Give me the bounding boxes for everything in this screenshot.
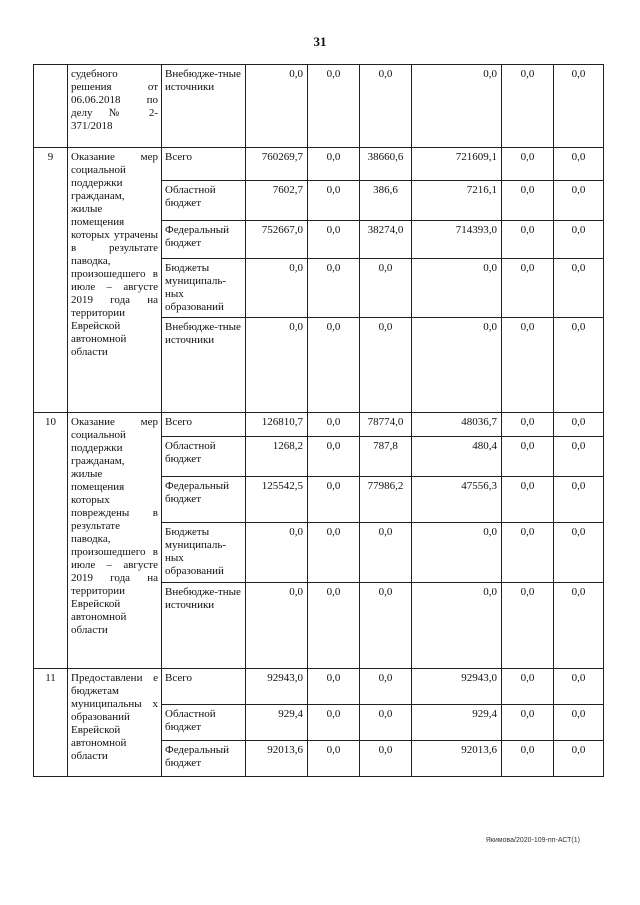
amount-cell: 0,0 xyxy=(246,259,308,318)
amount-cell: 0,0 xyxy=(502,523,554,583)
amount-cell: 0,0 xyxy=(246,65,308,148)
funding-source: Бюджеты муниципаль-ных образований xyxy=(162,523,246,583)
funding-source: Федеральный бюджет xyxy=(162,477,246,523)
amount-cell: 0,0 xyxy=(554,669,604,705)
amount-cell: 0,0 xyxy=(554,523,604,583)
amount-cell: 78774,0 xyxy=(360,413,412,437)
amount-cell: 0,0 xyxy=(412,318,502,413)
amount-cell: 0,0 xyxy=(308,181,360,221)
amount-cell: 1268,2 xyxy=(246,437,308,477)
amount-cell: 0,0 xyxy=(412,259,502,318)
amount-cell: 787,8 xyxy=(360,437,412,477)
amount-cell: 92943,0 xyxy=(246,669,308,705)
amount-cell: 77986,2 xyxy=(360,477,412,523)
table-row xyxy=(34,65,604,148)
amount-cell: 92943,0 xyxy=(412,669,502,705)
amount-cell: 0,0 xyxy=(554,705,604,741)
amount-cell: 38660,6 xyxy=(360,148,412,181)
amount-cell: 38274,0 xyxy=(360,221,412,259)
amount-cell: 0,0 xyxy=(554,181,604,221)
row-number: 10 xyxy=(34,413,68,669)
funding-source: Всего xyxy=(162,669,246,705)
funding-source: Внебюдже-тные источники xyxy=(162,65,246,148)
amount-cell: 0,0 xyxy=(308,318,360,413)
funding-source: Федеральный бюджет xyxy=(162,221,246,259)
amount-cell: 0,0 xyxy=(246,523,308,583)
amount-cell: 125542,5 xyxy=(246,477,308,523)
amount-cell: 0,0 xyxy=(360,318,412,413)
amount-cell: 752667,0 xyxy=(246,221,308,259)
amount-cell: 386,6 xyxy=(360,181,412,221)
amount-cell: 0,0 xyxy=(502,705,554,741)
funding-source: Областной бюджет xyxy=(162,705,246,741)
document-code: Якимова/2020-109-пп-АСТ(1) xyxy=(485,837,580,844)
amount-cell: 0,0 xyxy=(308,148,360,181)
amount-cell: 0,0 xyxy=(502,669,554,705)
amount-cell: 0,0 xyxy=(360,523,412,583)
row-number: 9 xyxy=(34,148,68,413)
amount-cell: 47556,3 xyxy=(412,477,502,523)
amount-cell: 0,0 xyxy=(554,413,604,437)
amount-cell: 0,0 xyxy=(308,259,360,318)
amount-cell: 0,0 xyxy=(554,148,604,181)
amount-cell: 480,4 xyxy=(412,437,502,477)
funding-source: Всего xyxy=(162,413,246,437)
funding-source: Всего xyxy=(162,148,246,181)
funding-source: Внебюдже-тные источники xyxy=(162,583,246,669)
table-row xyxy=(34,413,604,437)
measure-description: Оказание мер социальной поддержки гражданам, жилые помещения которых утрачены в результате паводка, произошедшего в июле – августе 2019 года на территории Еврейской автономной области xyxy=(68,148,162,413)
amount-cell: 126810,7 xyxy=(246,413,308,437)
amount-cell: 0,0 xyxy=(308,583,360,669)
funding-source: Бюджеты муниципаль-ных образований xyxy=(162,259,246,318)
amount-cell: 0,0 xyxy=(360,669,412,705)
amount-cell: 0,0 xyxy=(502,221,554,259)
funding-source: Областной бюджет xyxy=(162,437,246,477)
amount-cell: 0,0 xyxy=(502,437,554,477)
amount-cell: 0,0 xyxy=(308,477,360,523)
amount-cell: 0,0 xyxy=(554,477,604,523)
amount-cell: 0,0 xyxy=(360,705,412,741)
amount-cell: 0,0 xyxy=(308,523,360,583)
amount-cell: 714393,0 xyxy=(412,221,502,259)
amount-cell: 721609,1 xyxy=(412,148,502,181)
row-number xyxy=(34,65,68,148)
amount-cell: 0,0 xyxy=(308,65,360,148)
budget-table xyxy=(33,64,604,777)
amount-cell: 0,0 xyxy=(412,523,502,583)
measure-description: Оказание мер социальной поддержки гражданам, жилые помещения которых повреждены в результате паводка, произошедшего в июле – августе 2019 года на территории Еврейской автономной области xyxy=(68,413,162,669)
amount-cell: 0,0 xyxy=(554,583,604,669)
table-row xyxy=(34,148,604,181)
amount-cell: 92013,6 xyxy=(412,741,502,777)
amount-cell: 0,0 xyxy=(308,221,360,259)
amount-cell: 0,0 xyxy=(308,437,360,477)
amount-cell: 0,0 xyxy=(554,318,604,413)
amount-cell: 0,0 xyxy=(554,65,604,148)
page-number: 31 xyxy=(313,34,327,49)
amount-cell: 0,0 xyxy=(360,583,412,669)
funding-source: Областной бюджет xyxy=(162,181,246,221)
amount-cell: 760269,7 xyxy=(246,148,308,181)
amount-cell: 0,0 xyxy=(502,477,554,523)
amount-cell: 0,0 xyxy=(308,705,360,741)
table-row xyxy=(34,669,604,705)
amount-cell: 0,0 xyxy=(502,65,554,148)
amount-cell: 48036,7 xyxy=(412,413,502,437)
amount-cell: 0,0 xyxy=(360,741,412,777)
row-number: 11 xyxy=(34,669,68,777)
amount-cell: 0,0 xyxy=(502,583,554,669)
measure-description: Предоставлени е бюджетам муниципальны х образований Еврейской автономной области xyxy=(68,669,162,777)
amount-cell: 0,0 xyxy=(554,437,604,477)
amount-cell: 0,0 xyxy=(308,413,360,437)
amount-cell: 7602,7 xyxy=(246,181,308,221)
funding-source: Внебюдже-тные источники xyxy=(162,318,246,413)
amount-cell: 0,0 xyxy=(554,741,604,777)
amount-cell: 0,0 xyxy=(502,259,554,318)
amount-cell: 0,0 xyxy=(502,148,554,181)
amount-cell: 0,0 xyxy=(502,318,554,413)
amount-cell: 929,4 xyxy=(246,705,308,741)
amount-cell: 0,0 xyxy=(412,65,502,148)
amount-cell: 929,4 xyxy=(412,705,502,741)
measure-description: судебного решения от 06.06.2018 по делу № 2-371/2018 xyxy=(68,65,162,148)
amount-cell: 7216,1 xyxy=(412,181,502,221)
amount-cell: 0,0 xyxy=(246,318,308,413)
table-body xyxy=(34,65,604,777)
amount-cell: 0,0 xyxy=(554,221,604,259)
amount-cell: 0,0 xyxy=(502,741,554,777)
amount-cell: 92013,6 xyxy=(246,741,308,777)
amount-cell: 0,0 xyxy=(308,741,360,777)
amount-cell: 0,0 xyxy=(502,413,554,437)
amount-cell: 0,0 xyxy=(412,583,502,669)
amount-cell: 0,0 xyxy=(246,583,308,669)
funding-source: Федеральный бюджет xyxy=(162,741,246,777)
amount-cell: 0,0 xyxy=(554,259,604,318)
amount-cell: 0,0 xyxy=(308,669,360,705)
amount-cell: 0,0 xyxy=(502,181,554,221)
amount-cell: 0,0 xyxy=(360,259,412,318)
amount-cell: 0,0 xyxy=(360,65,412,148)
